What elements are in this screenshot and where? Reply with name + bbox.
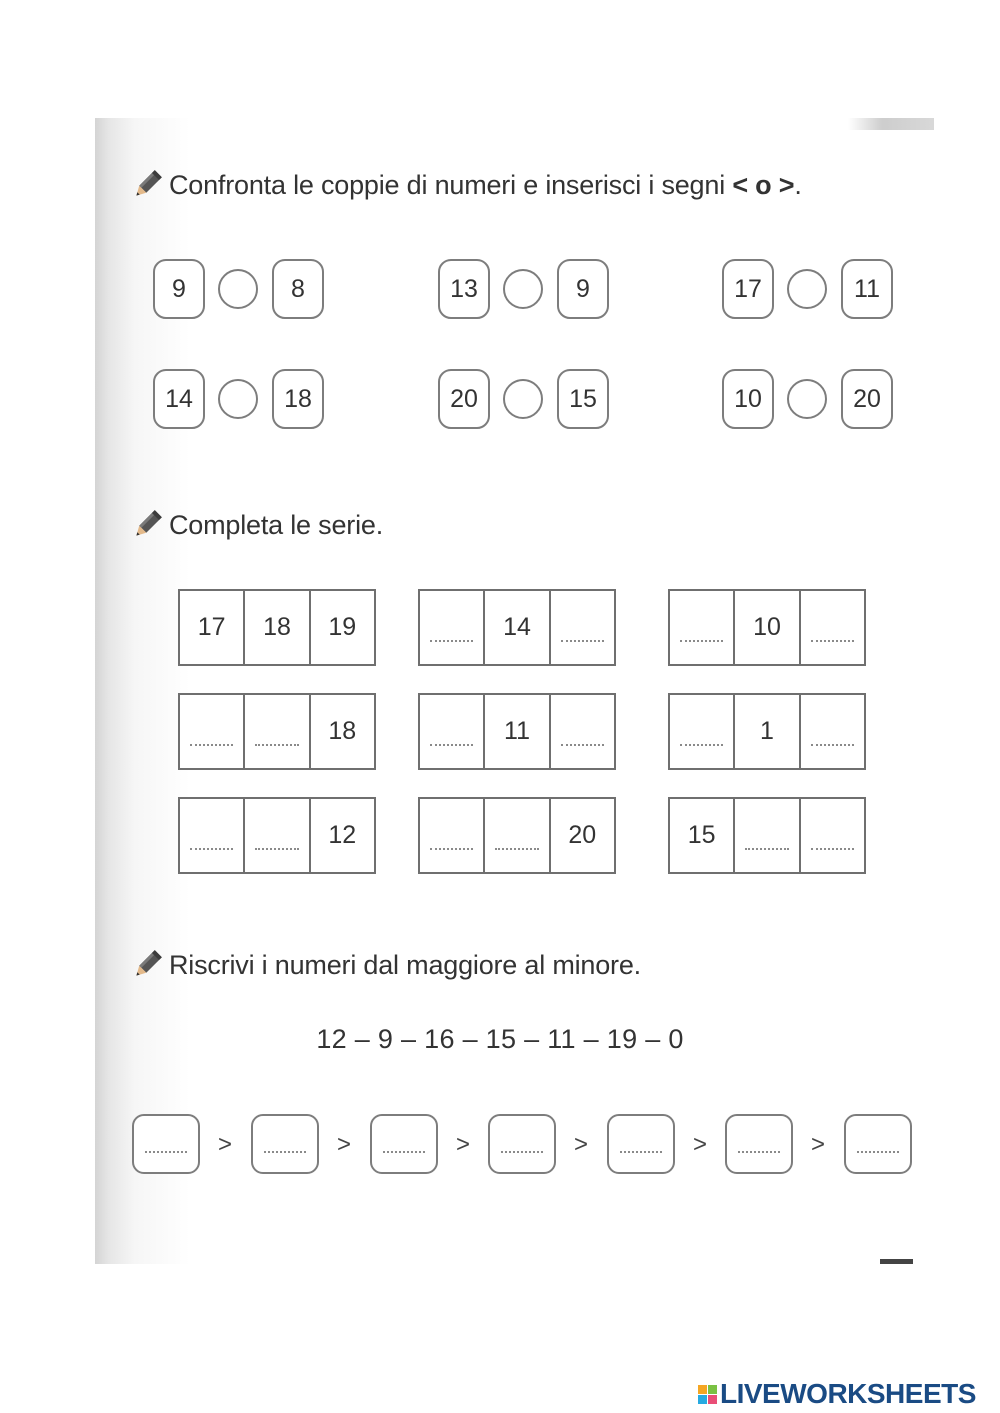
pencil-icon <box>130 948 164 982</box>
page-mark <box>880 1259 913 1264</box>
series-blank[interactable] <box>799 695 864 768</box>
pair-left-number: 10 <box>722 369 774 429</box>
pair-right-number: 11 <box>841 259 893 319</box>
series-blank[interactable] <box>243 695 308 768</box>
brand-name: LIVEWORKSHEETS <box>720 1378 976 1409</box>
pencil-icon <box>130 168 164 202</box>
dotted-answer-line <box>255 744 298 746</box>
dotted-answer-line <box>145 1151 187 1153</box>
pair-left-number: 9 <box>153 259 205 319</box>
instruction-text: Confronta le coppie di numeri e inserisci i segni <box>169 169 725 200</box>
series-blank[interactable] <box>549 695 614 768</box>
number-series <box>418 797 616 874</box>
series-blank[interactable] <box>420 591 483 664</box>
number-series <box>418 693 616 770</box>
order-answer-box[interactable] <box>132 1114 200 1174</box>
instruction-period: . <box>794 169 802 200</box>
series-blank[interactable] <box>483 799 548 872</box>
number-series <box>668 797 866 874</box>
dotted-answer-line <box>811 640 854 642</box>
pair-left-number: 13 <box>438 259 490 319</box>
series-blank[interactable] <box>420 695 483 768</box>
series-number: 1 <box>733 695 798 768</box>
dotted-answer-line <box>745 848 788 850</box>
pair-right-number: 9 <box>557 259 609 319</box>
series-number: 20 <box>549 799 614 872</box>
series-blank[interactable] <box>243 799 308 872</box>
series-blank[interactable] <box>180 695 243 768</box>
series-blank[interactable] <box>670 695 733 768</box>
dotted-answer-line <box>383 1151 425 1153</box>
comparison-sign-slot[interactable] <box>787 269 827 309</box>
series-blank[interactable] <box>180 799 243 872</box>
series-number: 19 <box>309 591 374 664</box>
comparison-sign-slot[interactable] <box>218 379 258 419</box>
series-number: 11 <box>483 695 548 768</box>
series-number: 14 <box>483 591 548 664</box>
order-answer-box[interactable] <box>488 1114 556 1174</box>
dotted-answer-line <box>811 744 854 746</box>
order-answer-box[interactable] <box>370 1114 438 1174</box>
series-blank[interactable] <box>733 799 798 872</box>
dotted-answer-line <box>430 848 473 850</box>
dotted-answer-line <box>620 1151 662 1153</box>
exercise-3-instruction <box>130 948 641 982</box>
series-blank[interactable] <box>799 799 864 872</box>
number-sequence: 12 – 9 – 16 – 15 – 11 – 19 – 0 <box>316 1024 684 1054</box>
series-number: 17 <box>197 613 226 641</box>
series-number: 10 <box>733 591 798 664</box>
comparison-sign-slot[interactable] <box>218 269 258 309</box>
order-answer-box[interactable] <box>607 1114 675 1174</box>
number-series <box>418 589 616 666</box>
brand-logo-icon <box>698 1385 717 1404</box>
greater-than-sign: > <box>337 1131 352 1158</box>
series-number: 12 <box>309 799 374 872</box>
dotted-answer-line <box>255 848 298 850</box>
greater-than-sign: > <box>218 1131 233 1158</box>
greater-than-sign: > <box>693 1131 708 1158</box>
number-series <box>668 693 866 770</box>
instruction-signs: < o > <box>732 169 795 200</box>
exercise-1-instruction <box>130 168 802 202</box>
series-number: 15 <box>687 821 716 849</box>
dotted-answer-line <box>561 744 604 746</box>
comparison-sign-slot[interactable] <box>503 379 543 419</box>
dotted-answer-line <box>680 640 723 642</box>
greater-than-sign: > <box>574 1131 589 1158</box>
dotted-answer-line <box>190 744 233 746</box>
dotted-answer-line <box>495 848 538 850</box>
order-answer-box[interactable] <box>844 1114 912 1174</box>
dotted-answer-line <box>430 640 473 642</box>
pair-right-number: 8 <box>272 259 324 319</box>
instruction-text: Riscrivi i numeri dal maggiore al minore. <box>169 949 641 980</box>
order-answer-box[interactable] <box>725 1114 793 1174</box>
comparison-sign-slot[interactable] <box>787 379 827 419</box>
comparison-sign-slot[interactable] <box>503 269 543 309</box>
exercise-2-instruction <box>130 508 383 542</box>
pair-left-number: 20 <box>438 369 490 429</box>
series-number: 18 <box>309 695 374 768</box>
dotted-answer-line <box>264 1151 306 1153</box>
number-series <box>178 693 376 770</box>
dotted-answer-line <box>857 1151 899 1153</box>
number-series <box>178 589 376 666</box>
greater-than-sign: > <box>811 1131 826 1158</box>
dotted-answer-line <box>811 848 854 850</box>
scan-smudge <box>848 118 934 130</box>
series-blank[interactable] <box>549 591 614 664</box>
pencil-icon <box>130 508 164 542</box>
brand-watermark <box>698 1378 976 1410</box>
dotted-answer-line <box>561 640 604 642</box>
number-series <box>178 797 376 874</box>
order-answer-box[interactable] <box>251 1114 319 1174</box>
series-blank[interactable] <box>420 799 483 872</box>
dotted-answer-line <box>738 1151 780 1153</box>
dotted-answer-line <box>190 848 233 850</box>
pair-right-number: 15 <box>557 369 609 429</box>
series-blank[interactable] <box>799 591 864 664</box>
instruction-text: Completa le serie. <box>169 509 383 540</box>
dotted-answer-line <box>501 1151 543 1153</box>
series-blank[interactable] <box>670 591 733 664</box>
pair-left-number: 17 <box>722 259 774 319</box>
number-series <box>668 589 866 666</box>
pair-right-number: 20 <box>841 369 893 429</box>
pair-left-number: 14 <box>153 369 205 429</box>
pair-right-number: 18 <box>272 369 324 429</box>
dotted-answer-line <box>430 744 473 746</box>
greater-than-sign: > <box>456 1131 471 1158</box>
series-number: 18 <box>243 591 308 664</box>
dotted-answer-line <box>680 744 723 746</box>
